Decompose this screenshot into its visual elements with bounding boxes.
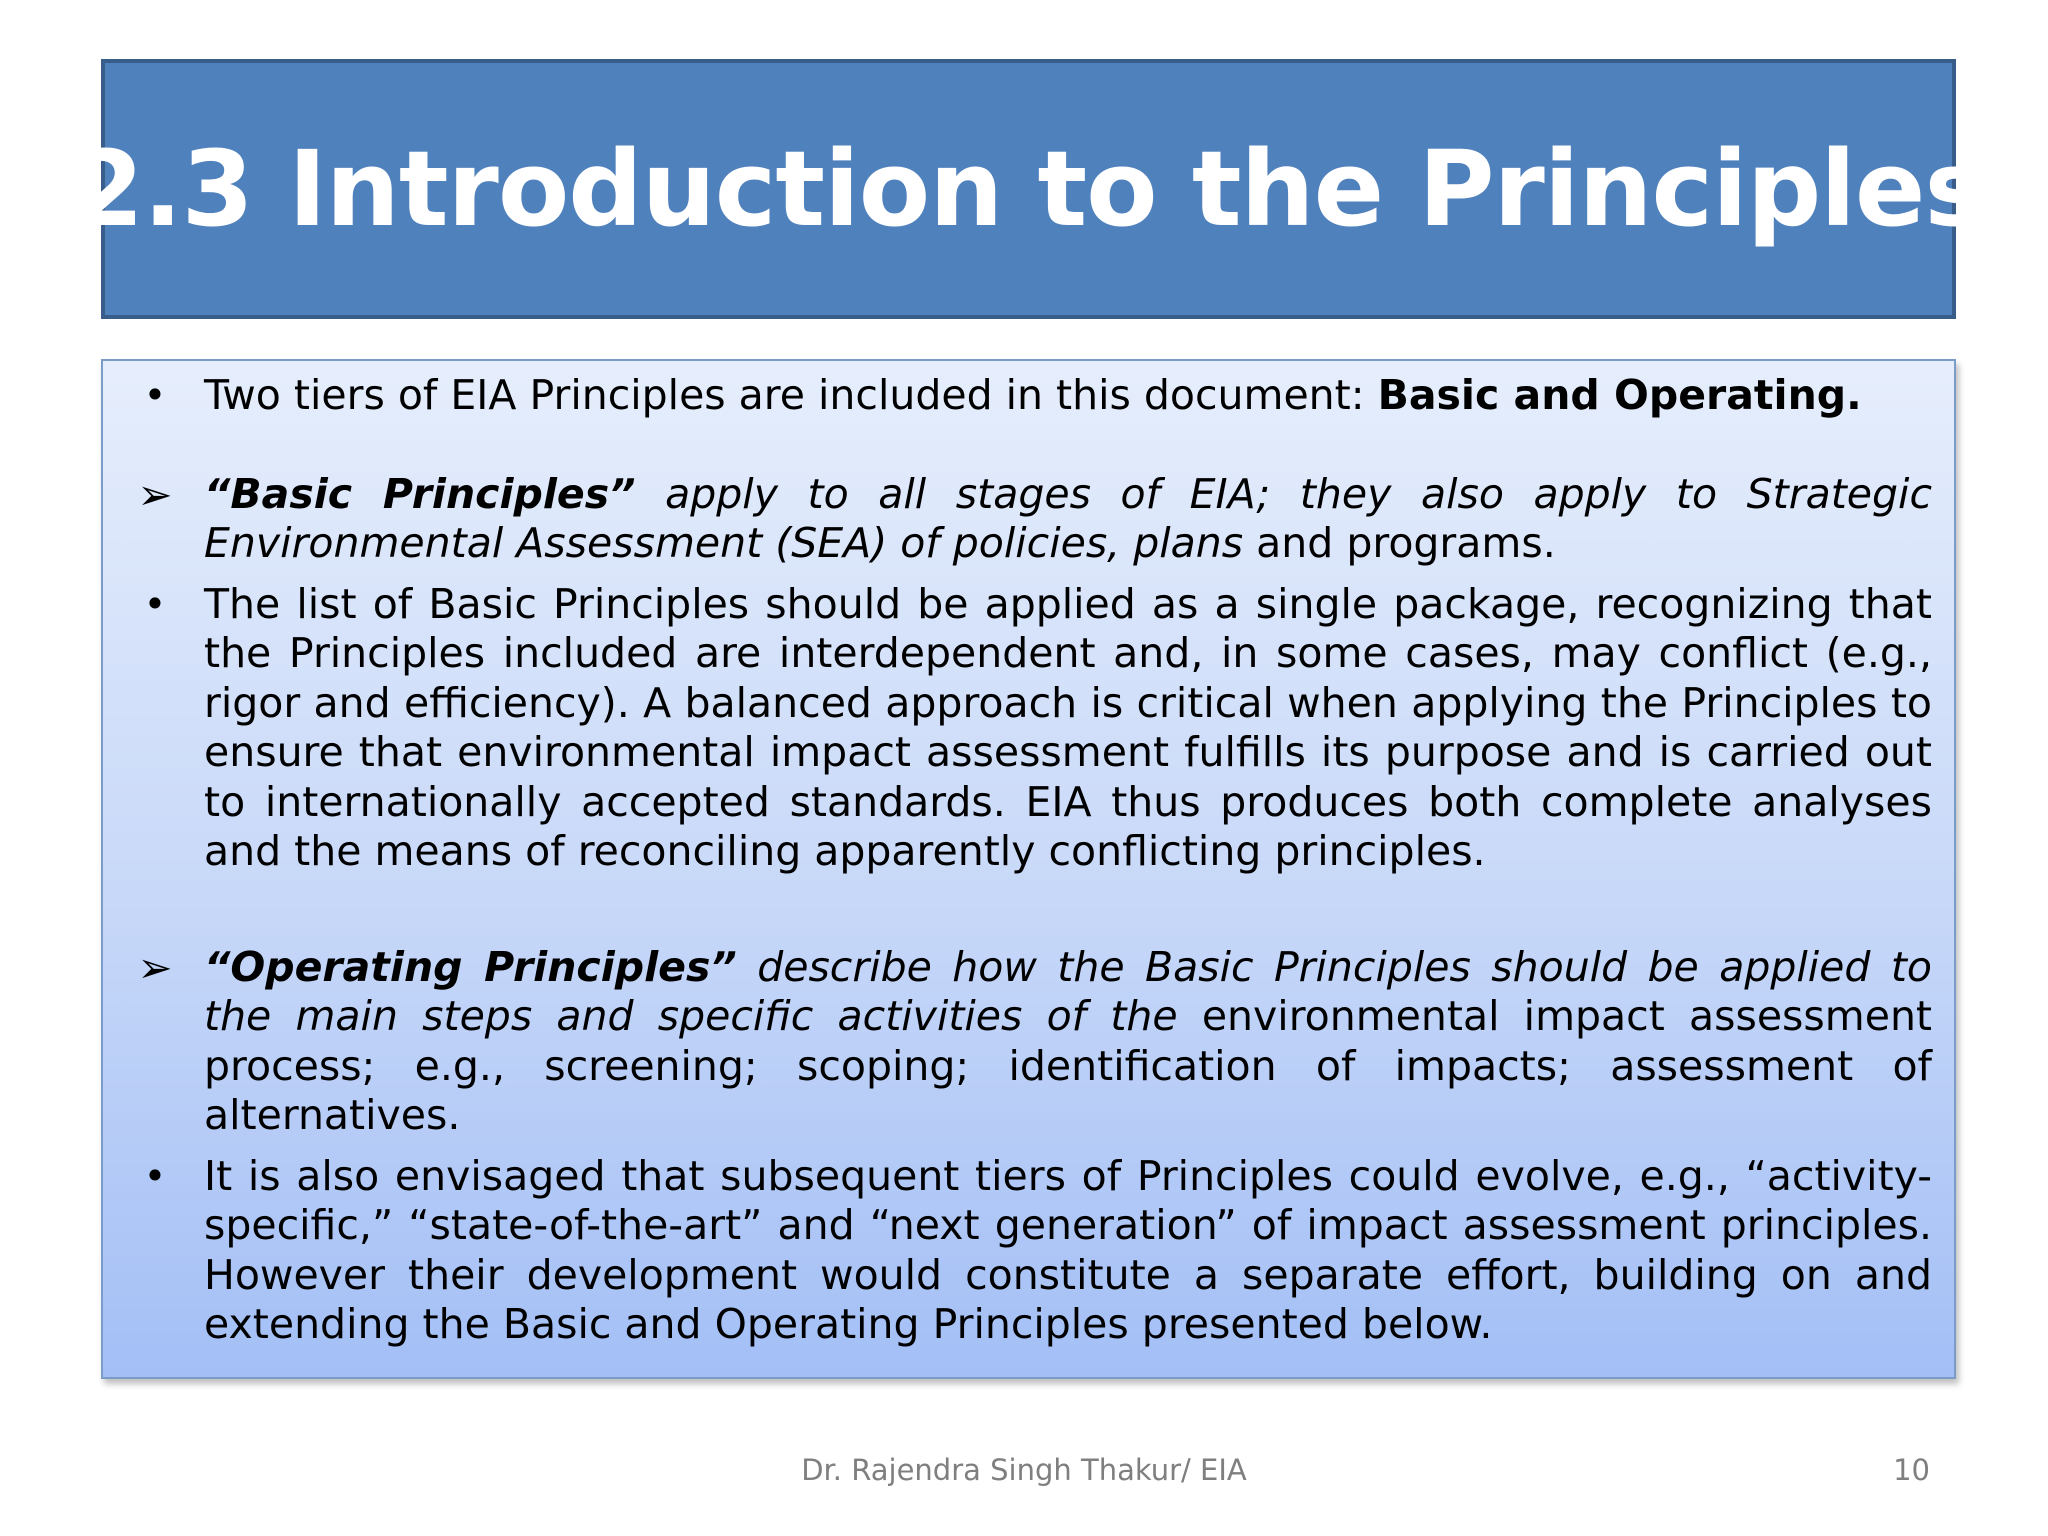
slide-title: 2.3 Introduction to the Principles <box>71 128 1986 250</box>
arrow-item-operating-principles <box>125 943 1932 1141</box>
arrow-bullet-icon: ➢ <box>137 469 173 519</box>
italic-description: apply to all stages of EIA; they also apply to Strategic Environmental Assessment (SEA) of policies, plans <box>204 469 1932 567</box>
bullet-text: It is also envisaged that subsequent tiers of Principles could evolve, e.g., “activity-specific,” “state-of-the-art” and “next generation” of impact assessment principles. However their development would constitute a separate effort, building on and extending the Basic and Operating Principles presented below. <box>204 1151 1932 1348</box>
bullet-text: Two tiers of EIA Principles are included in this document: <box>204 371 1378 419</box>
term-basic-principles: “Basic Principles” <box>204 469 636 518</box>
bullet-dot-icon: • <box>143 373 167 417</box>
slide-title-bar <box>71 59 1986 319</box>
bullet-dot-icon: • <box>143 581 167 626</box>
italic-description: describe how the Basic Principles should be applied to the main steps and specific activities of the <box>204 942 1932 1040</box>
arrow-item-basic-principles <box>125 470 1932 569</box>
bullet-item-2 <box>125 580 1932 877</box>
bullet-bold-text: Basic and Operating. <box>1377 371 1862 419</box>
page-number: 10 <box>1893 1453 1930 1487</box>
plain-description: and programs. <box>1243 519 1556 567</box>
footer-author: Dr. Rajendra Singh Thakur/ EIA <box>801 1453 1247 1487</box>
term-operating-principles: “Operating Principles” <box>204 942 737 991</box>
plain-description: environmental impact assessment process; e.g., screening; scoping; identification of impacts; assessment of alternatives. <box>204 992 1933 1139</box>
bullet-dot-icon: • <box>143 1153 167 1198</box>
arrow-bullet-icon: ➢ <box>137 942 173 992</box>
bullet-item-3 <box>125 1152 1932 1350</box>
content-box <box>101 359 1956 1379</box>
bullet-text: The list of Basic Principles should be applied as a single package, recognizing that the Principles included are interdependent and, in some cases, may conflict (e.g., rigor and efficiency). A balanced approach is critical when applying the Principles to ensure that environmental impact assessment fulfills its purpose and is carried out to internationally accepted standards. EIA thus produces both complete analyses and the means of reconciling apparently conflicting principles. <box>204 579 1932 875</box>
bullet-item-1 <box>125 371 1932 421</box>
